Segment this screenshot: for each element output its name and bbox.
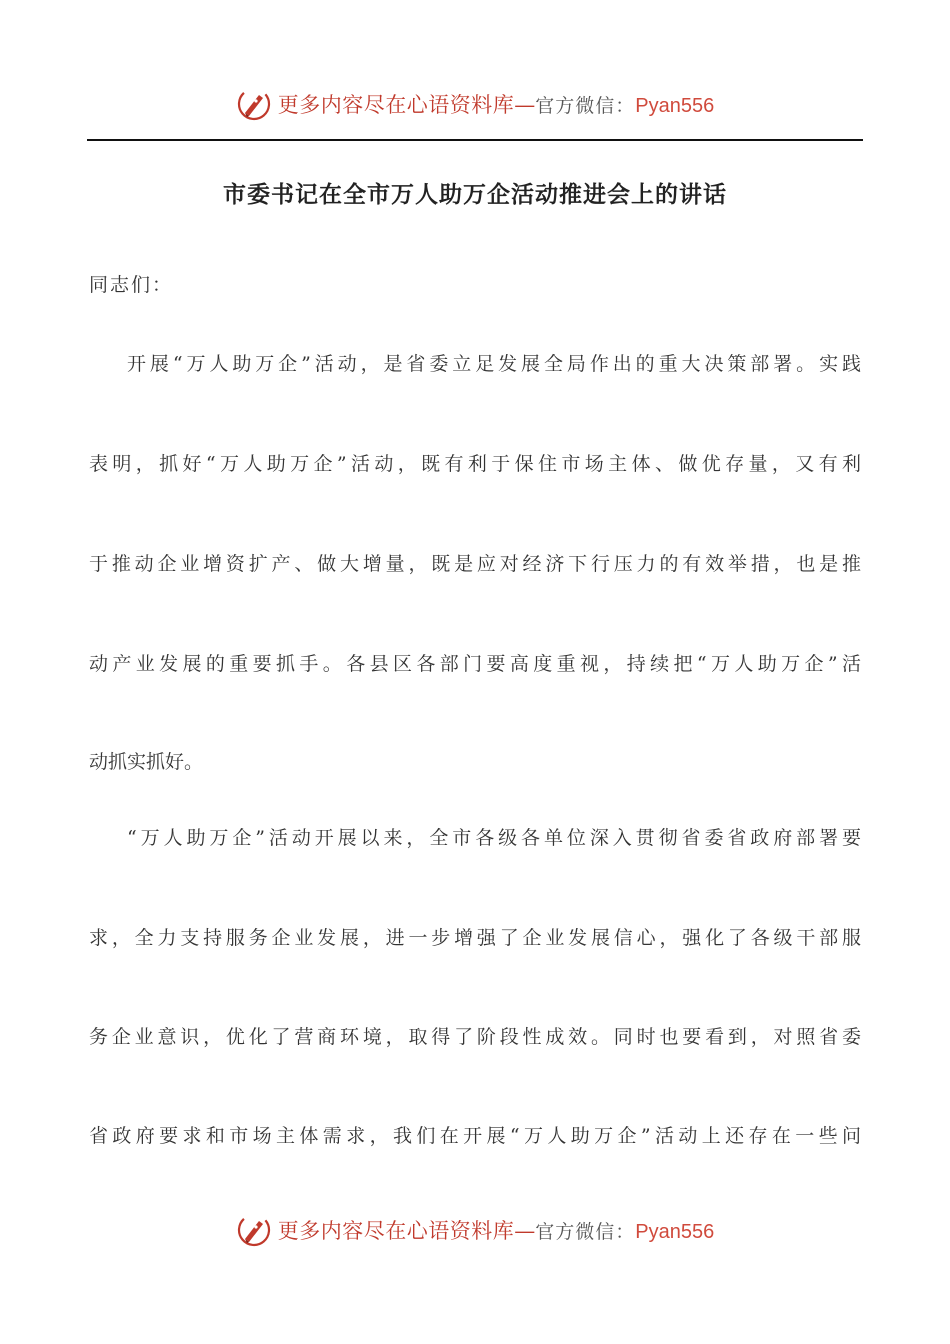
header-banner (0, 82, 950, 126)
banner-wechat-id: Pyan556 (635, 1221, 715, 1243)
paragraph-line: 动抓实抓好。 (89, 751, 204, 773)
banner-wechat-label: 官方微信： (535, 95, 636, 117)
banner-dash: — (514, 93, 536, 117)
paragraph-line: 表明，抓好“万人助万企”活动，既有利于保住市场主体、做优存量，又有利 (89, 453, 861, 475)
banner-text (278, 1215, 714, 1245)
paragraph-line: 求，全力支持服务企业发展，进一步增强了企业发展信心，强化了各级干部服 (89, 927, 861, 949)
pen-logo-icon (236, 1212, 272, 1248)
banner-dash: — (514, 1219, 536, 1243)
banner-wechat-label: 官方微信： (535, 1221, 636, 1243)
paragraph-line: 开展“万人助万企”活动，是省委立足发展全局作出的重大决策部署。实践 (127, 353, 861, 375)
banner-text (278, 89, 714, 119)
document-title: 市委书记在全市万人助万企活动推进会上的讲话 (223, 182, 727, 208)
paragraph-line: 动产业发展的重要抓手。各县区各部门要高度重视，持续把“万人助万企”活 (89, 653, 861, 675)
paragraph-line: 省政府要求和市场主体需求，我们在开展“万人助万企”活动上还存在一些问 (89, 1125, 861, 1147)
paragraph-line: “万人助万企”活动开展以来，全市各级各单位深入贯彻省委省政府部署要 (127, 827, 861, 849)
salutation: 同志们： (89, 274, 174, 296)
paragraph-line: 务企业意识，优化了营商环境，取得了阶段性成效。同时也要看到，对照省委 (89, 1026, 861, 1048)
banner-main-text: 更多内容尽在心语资料库 (277, 1219, 515, 1243)
paragraph-line: 于推动企业增资扩产、做大增量，既是应对经济下行压力的有效举措，也是推 (89, 553, 861, 575)
banner-wechat-id: Pyan556 (635, 95, 715, 117)
footer-banner (0, 1208, 950, 1252)
pen-logo-icon (236, 86, 272, 122)
banner-main-text: 更多内容尽在心语资料库 (277, 93, 515, 117)
header-divider (87, 139, 863, 141)
